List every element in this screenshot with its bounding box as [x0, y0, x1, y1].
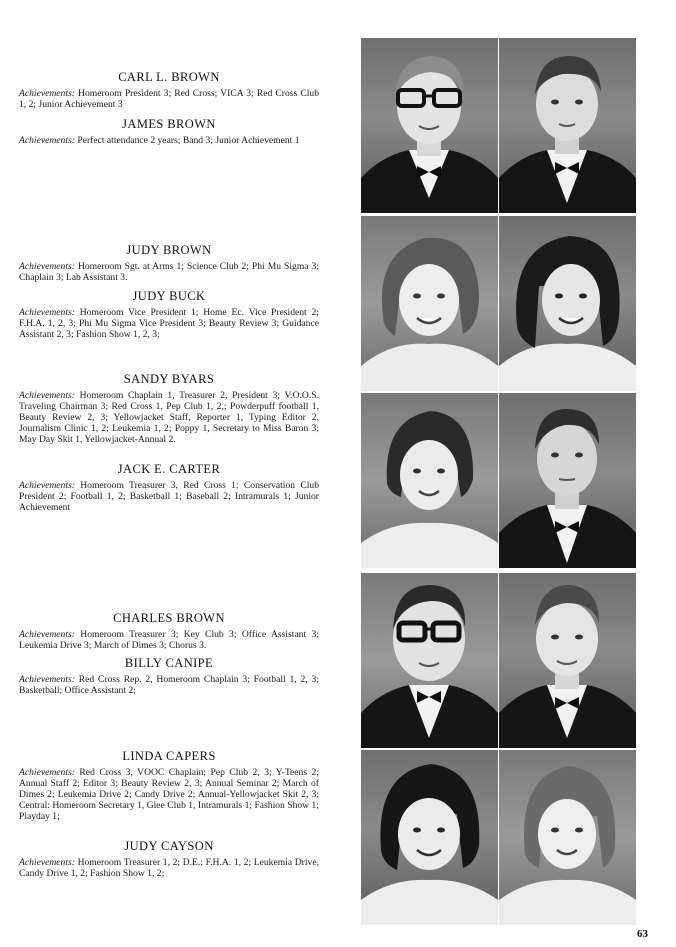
student-entry-jack-carter: [19, 462, 319, 513]
achievements-text: Achievements: Homeroom Vice President 1; Home Ec. Vice President 2; F.H.A. 1, 2, 3; Phi Mu Sigma Vice President 3; Beauty Review 3; Guidance Assistant 2, 3; Fashion Show 1, 2, 3;: [19, 307, 320, 340]
achievements-text: Achievements: Homeroom Treasurer 3; Key Club 3; Office Assistant 3; Leukemia Drive 3; March of Dimes 3; Chorus 3.: [19, 629, 319, 651]
portrait-photo-sandy-byars: [361, 393, 498, 568]
achievements-text: Achievements: Perfect attendance 2 years; Band 3; Junior Achievement 1: [19, 135, 300, 146]
portrait-photo-linda-capers: [361, 750, 498, 925]
student-name: JUDY CAYSON: [124, 839, 214, 853]
achievements-text: Achievements: Homeroom Treasurer 3, Red Cross 1; Conservation Club President 2; Football 1, 2; Basketball 1; Baseball 2; Intramurals 1; Junior Achievement: [19, 480, 319, 513]
achievements-text: Achievements: Homeroom Sgt. at Arms 1; Science Club 2; Phi Mu Sigma 3; Chaplain 3; Lab Assistant 3.: [19, 261, 319, 283]
portrait-photo-james-brown: [499, 38, 636, 213]
page-number: 63: [637, 928, 648, 940]
student-entry-judy-buck: [19, 289, 319, 340]
student-name: JACK E. CARTER: [117, 462, 221, 476]
student-name: CARL L. BROWN: [118, 70, 220, 84]
achievements-text: Achievements: Red Cross Rep. 2, Homeroom Chaplain 3; Football 1, 2, 3; Basketball; Office Assistant 2;: [19, 674, 319, 696]
student-name: CHARLES BROWN: [113, 611, 225, 625]
student-entry-charles-brown: [19, 611, 319, 651]
student-name: LINDA CAPERS: [122, 749, 216, 763]
portrait-photo-carl-brown: [361, 38, 498, 213]
student-name: JUDY BUCK: [132, 289, 206, 303]
student-entry-billy-canipe: [19, 656, 319, 696]
achievements-text: Achievements: Homeroom President 3; Red Cross; VICA 3; Red Cross Club 1, 2; Junior Achievement 3: [19, 88, 319, 110]
student-entry-judy-brown: [19, 243, 319, 283]
portrait-photo-jack-carter: [499, 393, 636, 568]
portrait-photo-judy-buck: [499, 216, 636, 391]
portrait-photo-billy-canipe: [499, 573, 636, 748]
achievements-text: Achievements: Red Cross 3, VOOC Chaplain; Pep Club 2, 3; Y-Teens 2; Annual Staff 2; Editor 3; Beauty Review 2, 3; Annual Seminar 2; March of Dimes 2; Leukemia Drive 2; Candy Drive 2; Annual-Yellowjacket Skit 2, 3; Central: Homeroom Secretary 1, Glee Club 1, Intramurals 1; Fashion Show 1; Playday 1;: [19, 767, 319, 822]
portrait-photo-judy-brown: [361, 216, 498, 391]
student-entry-carl-brown: [19, 70, 319, 110]
achievements-text: Achievements: Homeroom Chaplain 1, Treasurer 2, President 3; V.O.O.S. Traveling Chairman 3; Red Cross 1, Pep Club 1, 2,; Powderpuff football 1, Beauty Review 2, 3; Yellowjacket Staff, Reporter 1, Typing Editor 2, Journalism Clinic 1, 2; Leukemia 1, 2; Poppy 1, Secretary to Miss Baron 3; May Day Skit 1, Yellowjacket-Annual 2.: [19, 390, 319, 445]
student-name: JAMES BROWN: [122, 117, 216, 131]
student-entry-sandy-byars: [19, 372, 319, 445]
achievements-text: Achievements: Homeroom Treasurer 1, 2; D.E.; F.H.A. 1, 2; Leukemia Drive, Candy Drive 1, 2; Fashion Show 1, 2;: [19, 857, 319, 879]
portrait-photo-charles-brown: [361, 573, 498, 748]
student-entry-linda-capers: [19, 749, 319, 822]
portrait-photo-judy-cayson: [499, 750, 636, 925]
student-name: SANDY BYARS: [123, 372, 215, 386]
student-name: BILLY CANIPE: [124, 656, 214, 670]
student-entry-judy-cayson: [19, 839, 319, 879]
student-entry-james-brown: [19, 117, 319, 146]
student-name: JUDY BROWN: [126, 243, 212, 257]
